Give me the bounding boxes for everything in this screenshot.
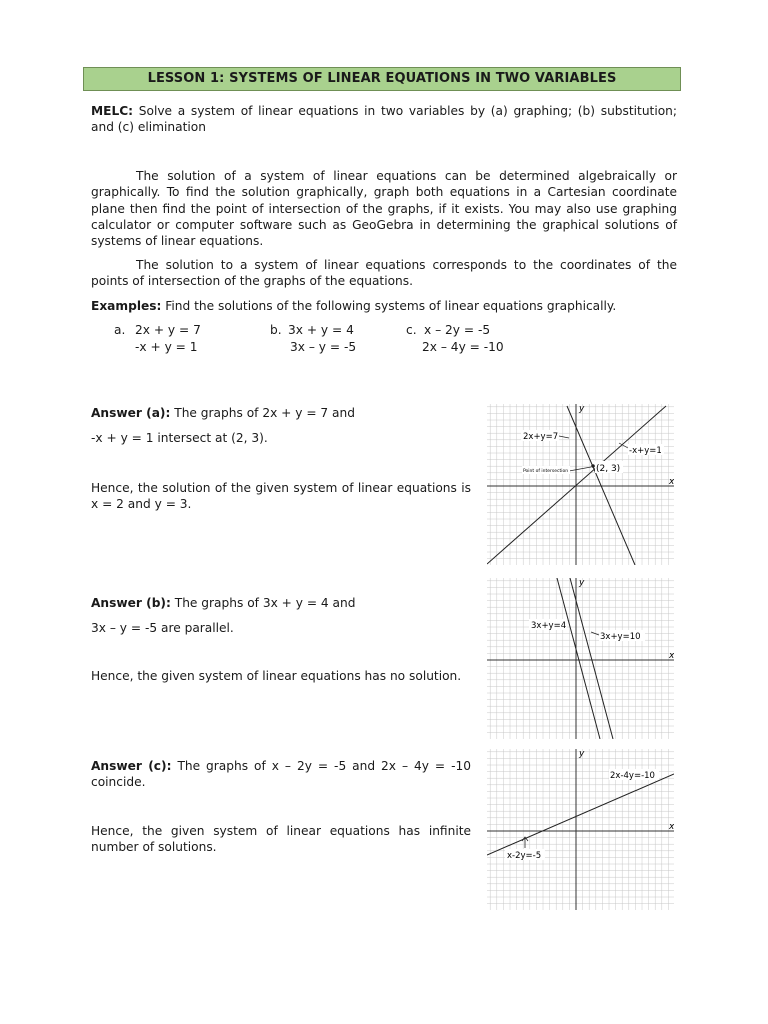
graph-b-y-label: y — [579, 578, 585, 588]
graph-b-line-3x-y-10 — [557, 578, 600, 739]
answer-a-line2: -x + y = 1 intersect at (2, 3). — [91, 431, 268, 445]
graph-c-line-coincident — [487, 774, 674, 855]
example-b-eq2: 3x – y = -5 — [290, 340, 357, 354]
graph-a-label1-pointer — [559, 436, 569, 438]
graph-c-label-2x-4y-neg10: 2x-4y=-10 — [610, 771, 655, 781]
example-c-letter: c. — [406, 323, 417, 337]
examples-text: Find the solutions of the following systems of linear equations graphically. — [165, 299, 617, 313]
answer-c-label: Answer (c): — [91, 759, 172, 773]
answer-b-conclusion: Hence, the given system of linear equations has no solution. — [91, 669, 462, 683]
graph-b-label-3x-y-4: 3x+y=4 — [531, 621, 567, 631]
answer-a-label: Answer (a): — [91, 406, 171, 420]
melc-text: Solve a system of linear equations in two variables by (a) graphing; (b) substitution; and (c) elimination — [91, 104, 678, 135]
example-a-eq2: -x + y = 1 — [135, 340, 198, 354]
graph-c-svg — [487, 749, 674, 910]
graph-b-label-3x-y-10: 3x+y=10 — [600, 632, 641, 642]
graph-a-grid — [487, 404, 674, 565]
example-a-letter: a. — [114, 323, 126, 337]
graph-b-svg — [487, 578, 674, 739]
example-a — [114, 322, 201, 354]
graph-a-label-neg-x-y-1: -x+y=1 — [629, 446, 662, 456]
examples-label: Examples: — [91, 299, 162, 313]
graph-b — [487, 578, 674, 739]
graph-b-grid — [487, 578, 674, 739]
graph-a-intersection-point — [591, 464, 595, 468]
lesson-title: LESSON 1: SYSTEMS OF LINEAR EQUATIONS IN TWO VARIABLES — [83, 67, 681, 91]
graph-a-point-pointer — [569, 467, 591, 471]
melc-paragraph — [91, 103, 677, 136]
graph-a-label-2x-y-7: 2x+y=7 — [523, 432, 559, 442]
answer-a-conclusion: Hence, the solution of the given system of linear equations is x = 2 and y = 3. — [91, 481, 471, 511]
example-c — [406, 322, 504, 354]
answer-c-conclusion: Hence, the given system of linear equations has infinite number of solutions. — [91, 824, 471, 854]
graph-a-point-label: (2, 3) — [596, 464, 621, 474]
melc-label: MELC: — [91, 104, 134, 118]
intro-paragraph-2: The solution to a system of linear equations corresponds to the coordinates of the points of intersection of the graphs of the equations. — [91, 258, 677, 289]
answer-b-line2: 3x – y = -5 are parallel. — [91, 621, 234, 635]
answer-c-text1: The graphs of x – 2y = -5 and 2x – 4y = -10 coincide. — [91, 759, 472, 789]
graph-a-point-note: Point of intersection — [523, 469, 569, 474]
graph-a-x-label: x — [669, 477, 674, 487]
examples-heading — [91, 298, 677, 314]
graph-a-y-label: y — [579, 404, 585, 414]
answer-b-label: Answer (b): — [91, 596, 171, 610]
graph-a — [487, 404, 674, 565]
answer-b-line1 — [91, 595, 471, 611]
intro-paragraph-1: The solution of a system of linear equations can be determined algebraically or graphically. To find the solution graphically, graph both equations in a Cartesian coordinate plane then find the point of intersection of the graphs, if it exists. You may also use graphing calculator or computer software such as GeoGebra in determining the graphical solutions of systems of linear equations. — [91, 169, 677, 249]
example-a-eq1: 2x + y = 7 — [135, 323, 201, 337]
example-c-eq2: 2x – 4y = -10 — [422, 340, 504, 354]
answer-a-line1 — [91, 405, 471, 421]
graph-c-y-label: y — [579, 749, 585, 759]
graph-a-svg — [487, 404, 674, 565]
graph-c-x-label: x — [669, 822, 674, 832]
answer-a-text1: The graphs of 2x + y = 7 and — [174, 406, 355, 420]
example-c-eq1: x – 2y = -5 — [424, 323, 491, 337]
answer-b-text1: The graphs of 3x + y = 4 and — [174, 596, 356, 610]
graph-c-label-x-2y-neg5: x-2y=-5 — [507, 851, 542, 861]
answer-c-line1 — [91, 758, 471, 790]
example-b-letter: b. — [270, 323, 282, 337]
example-b-eq1: 3x + y = 4 — [288, 323, 354, 337]
example-b — [270, 322, 357, 354]
graph-b-x-label: x — [669, 651, 674, 661]
graph-c — [487, 749, 674, 910]
